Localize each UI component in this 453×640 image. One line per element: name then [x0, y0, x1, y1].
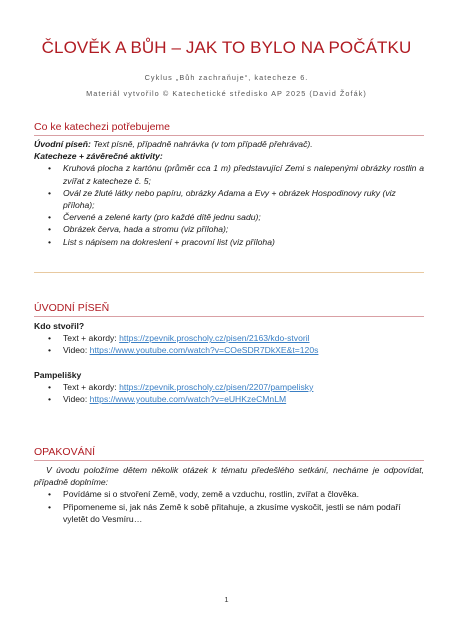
list-item: • Povídáme si o stvoření Země, vody, země a vzduchu, rostlin, zvířat a člověka.	[48, 489, 359, 500]
list-item: • Video: https://www.youtube.com/watch?v=eUHKzeCMnLM	[48, 394, 287, 405]
list-item: • Připomeneme si, jak nás Země k sobě přitahuje, a zkusíme vyskočit, jestli se nám podaří vyletět do Vesmíru…	[48, 501, 401, 524]
review-body	[34, 464, 424, 525]
bullet-icon: •	[48, 224, 52, 235]
list-item: • Video: https://www.youtube.com/watch?v=COeSDR7DkXE&t=120s	[48, 345, 319, 356]
song-name: Pampelišky	[34, 369, 82, 380]
author-subtitle: Materiál vytvořilo © Katechetické středisko AP 2025 (David Žofák)	[86, 89, 367, 98]
lyrics-link[interactable]: https://zpevnik.proscholy.cz/pisen/2207/pampelisky	[119, 381, 314, 392]
page-title: ČLOVĚK A BŮH – JAK TO BYLO NA POČÁTKU	[41, 38, 412, 57]
bullet-icon: •	[48, 345, 52, 356]
needs-body	[34, 138, 424, 248]
page-number: 1	[224, 595, 229, 604]
review-heading: OPAKOVÁNÍ	[34, 446, 96, 458]
needs-list	[34, 162, 424, 247]
list-item: • Obrázek červa, hada a stromu (viz příloha);	[48, 224, 229, 235]
intro-song-line	[34, 138, 424, 150]
bullet-icon: •	[48, 489, 52, 500]
review-list	[34, 488, 424, 525]
bullet-icon: •	[48, 187, 52, 198]
list-item: • Červené a zelené karty (pro každé dítě jednu sadu);	[48, 212, 261, 223]
song-rule	[34, 316, 424, 317]
list-item: • Text + akordy: https://zpevnik.proscholy.cz/pisen/2163/kdo-stvoril	[48, 333, 310, 344]
needs-heading: Co ke katechezi potřebujeme	[34, 121, 170, 133]
needs-section	[34, 121, 424, 134]
song-section	[34, 302, 424, 315]
bullet-icon: •	[48, 501, 52, 512]
needs-bottom-rule	[34, 272, 424, 273]
review-intro: V úvodu položíme dětem několik otázek k tématu předešlého setkání, necháme je odpovídat, případně doplníme:	[34, 465, 424, 488]
bullet-icon: •	[48, 236, 52, 247]
song-heading: ÚVODNÍ PÍSEŇ	[34, 302, 110, 314]
bullet-icon: •	[48, 381, 52, 392]
activities-label: Katecheze + závěrečné aktivity:	[34, 151, 163, 162]
review-section	[34, 446, 424, 459]
song-links-list	[34, 332, 424, 356]
song-name: Kdo stvořil?	[34, 321, 85, 331]
list-item: • Kruhová plocha z kartónu (průměr cca 1 m) představující Zemi s nalepenými obrázky rostlin a zvířat z katecheze č. 5;	[48, 163, 424, 186]
video-link[interactable]: https://www.youtube.com/watch?v=COeSDR7DkXE&t=120s	[89, 345, 319, 356]
list-item: • Ovál ze žluté látky nebo papíru, obrázky Adama a Evy + obrázek Hospodinovy ruky (viz příloha);	[48, 187, 396, 211]
list-item: • Text + akordy: https://zpevnik.proscholy.cz/pisen/2207/pampelisky	[48, 381, 314, 392]
song-body	[34, 320, 424, 405]
lyrics-link[interactable]: https://zpevnik.proscholy.cz/pisen/2163/kdo-stvoril	[119, 333, 310, 344]
intro-song-label: Úvodní píseň:	[34, 139, 91, 149]
intro-song-text: Text písně, případně nahrávka (v tom případě přehrávač).	[90, 139, 313, 149]
bullet-icon: •	[48, 394, 52, 405]
list-item: • List s nápisem na dokreslení + pracovní list (viz příloha)	[48, 236, 275, 247]
song-links-list	[34, 381, 424, 405]
bullet-icon: •	[48, 163, 52, 174]
needs-rule	[34, 135, 424, 136]
video-link[interactable]: https://www.youtube.com/watch?v=eUHKzeCMnLM	[89, 394, 287, 405]
review-rule	[34, 460, 424, 461]
bullet-icon: •	[48, 212, 52, 223]
cycle-subtitle: Cyklus „Bůh zachraňuje“, katecheze 6.	[144, 73, 309, 82]
bullet-icon: •	[48, 333, 52, 344]
